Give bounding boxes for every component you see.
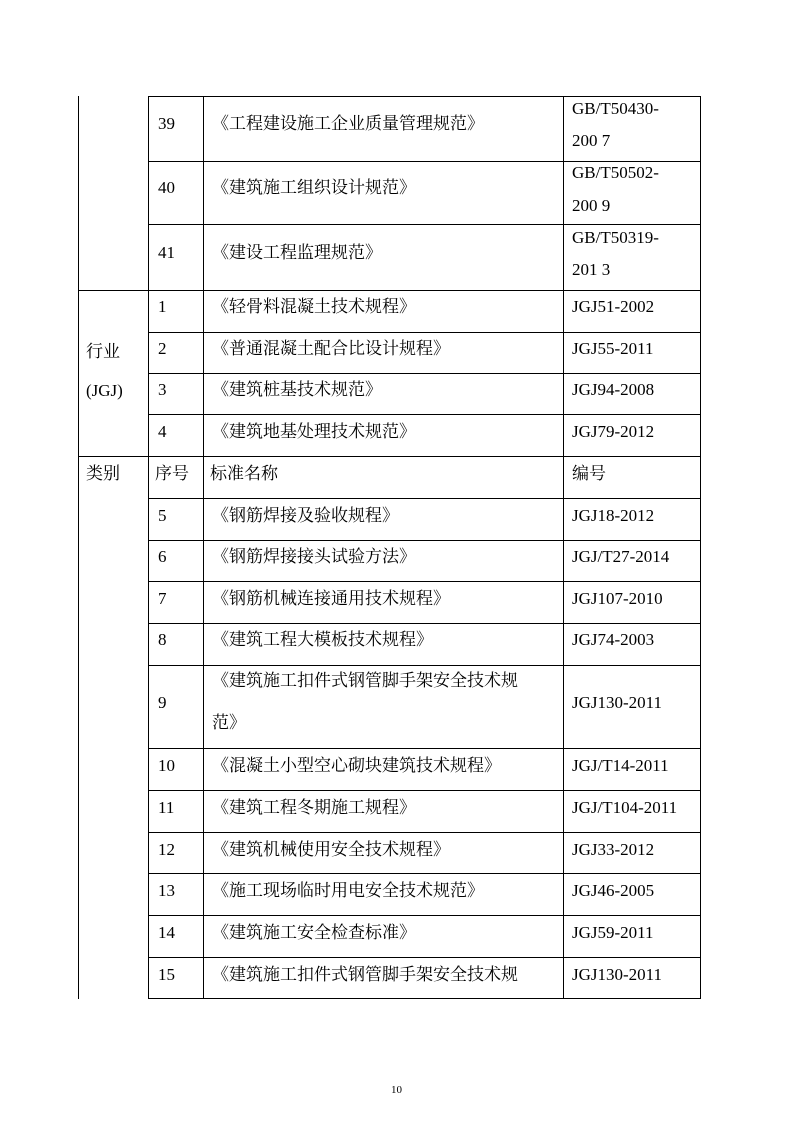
standard-name: 《建筑施工扣件式钢管脚手架安全技术规 [212,671,518,691]
header-number: 序号 [155,464,189,484]
standard-code-cont: 201 3 [572,260,611,279]
standard-name: 《建筑施工组织设计规范》 [212,178,416,198]
row-number: 1 [158,297,167,316]
row-number: 40 [158,178,175,197]
standard-name: 《工程建设施工企业质量管理规范》 [212,114,484,134]
page-number: 10 [391,1084,402,1096]
standard-code: JGJ/T104-2011 [572,798,678,817]
standard-code: JGJ55-2011 [572,339,654,358]
row-number: 10 [158,756,175,775]
standard-name: 《普通混凝土配合比设计规程》 [212,339,450,359]
row-number: 4 [158,422,167,441]
header-name: 标准名称 [210,464,278,484]
standard-code: JGJ107-2010 [572,589,663,608]
row-number: 7 [158,589,167,608]
row-number: 9 [158,693,167,712]
standard-code: JGJ130-2011 [572,693,663,712]
standard-code-cont: 200 9 [572,196,611,215]
standard-code: JGJ94-2008 [572,380,655,399]
standard-code: JGJ18-2012 [572,506,655,525]
row-number: 41 [158,243,175,262]
standard-code: JGJ130-2011 [572,965,663,984]
standard-code: GB/T50319- [572,228,659,247]
standard-code: JGJ/T27-2014 [572,547,670,566]
standard-name: 《建筑工程大模板技术规程》 [212,630,433,650]
category-label-code: (JGJ) [86,381,123,400]
standard-code: JGJ59-2011 [572,923,654,942]
row-number: 15 [158,965,175,984]
row-number: 8 [158,630,167,649]
standard-name: 《施工现场临时用电安全技术规范》 [212,881,484,901]
header-code: 编号 [572,464,606,484]
standard-name: 《建筑施工安全检查标准》 [212,923,416,943]
row-number: 2 [158,339,167,358]
standard-name: 《建筑施工扣件式钢管脚手架安全技术规 [212,965,518,985]
standard-name: 《建设工程监理规范》 [212,243,382,263]
standard-code-cont: 200 7 [572,131,611,150]
row-number: 39 [158,114,175,133]
standard-name: 《混凝土小型空心砌块建筑技术规程》 [212,756,501,776]
row-number: 6 [158,547,167,566]
header-category: 类别 [86,464,120,484]
standard-code: GB/T50430- [572,99,659,118]
standard-name: 《建筑机械使用安全技术规程》 [212,840,450,860]
category-label: 行业 [86,342,120,362]
standard-name: 《钢筋机械连接通用技术规程》 [212,589,450,609]
standard-name: 《建筑工程冬期施工规程》 [212,798,416,818]
standard-code: JGJ74-2003 [572,630,655,649]
standard-code: JGJ79-2012 [572,422,655,441]
row-number: 13 [158,881,175,900]
standard-name: 《钢筋焊接及验收规程》 [212,506,399,526]
standard-code: JGJ51-2002 [572,297,655,316]
standard-code: GB/T50502- [572,163,659,182]
row-number: 3 [158,380,167,399]
row-number: 14 [158,923,175,942]
standard-name: 《建筑桩基技术规范》 [212,380,382,400]
standard-name-cont: 范》 [212,713,246,733]
row-number: 11 [158,798,175,817]
standard-code: JGJ/T14-2011 [572,756,669,775]
row-number: 12 [158,840,175,859]
row-number: 5 [158,506,167,525]
standard-name: 《钢筋焊接接头试验方法》 [212,547,416,567]
standard-code: JGJ46-2005 [572,881,655,900]
standard-code: JGJ33-2012 [572,840,655,859]
standard-name: 《建筑地基处理技术规范》 [212,422,416,442]
standard-name: 《轻骨料混凝土技术规程》 [212,297,416,317]
